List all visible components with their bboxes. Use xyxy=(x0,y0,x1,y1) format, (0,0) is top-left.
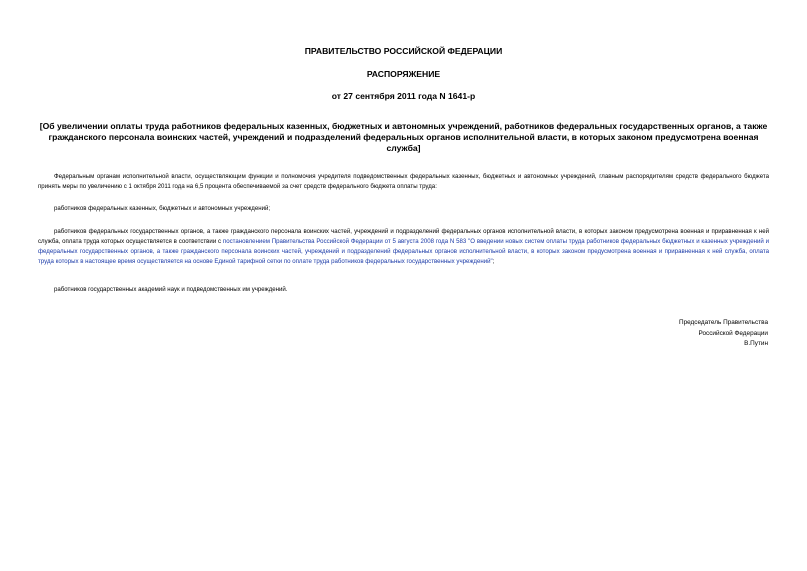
signature-position-line2: Российской Федерации xyxy=(698,329,768,337)
list-item-1: работников федеральных казенных, бюджетных и автономных учреждений; xyxy=(54,205,271,212)
list-item-2-text: работников федеральных государственных органов, а также гражданского персонала воинских частей, учреждений и подразделений федеральных органов исполнительной власти, в которых законом предусмотрена военная и приравненная к ней служба, оплата труда которых осуществляется в соответствии с xyxy=(38,228,769,245)
signature-position-line1: Председатель Правительства xyxy=(679,319,768,326)
document-title: [Об увеличении оплаты труда работников федеральных казенных, бюджетных и автономных учреждений, работников федеральных государственных органов, а также гражданского персонала воинских частей, учреждений и подразделений федеральных органов исполнительной власти, в которых законом предусмотрена военная служба] xyxy=(39,121,768,153)
signature-block xyxy=(679,318,768,350)
resolution-link[interactable]: постановлением Правительства Российской Федерации от 5 августа 2008 года N 583 "О введении новых систем оплаты труда работников федеральных бюджетных и казенных учреждений и федеральных государственных органов, а также гражданского персонала воинских частей, учреждений и подразделений федеральных органов исполнительной власти, в которых законом предусмотрена военная и приравненная к ней служба, оплата труда которых в настоящее время осуществляется на основе Единой тарифной сетки по оплате труда работников федеральных государственных учреждений" xyxy=(38,238,769,265)
signature-name: В.Путин xyxy=(744,340,768,347)
list-item-2 xyxy=(38,227,769,267)
document-date-number: от 27 сентября 2011 года N 1641-р xyxy=(331,91,476,101)
document-type-heading: РАСПОРЯЖЕНИЕ xyxy=(366,69,441,79)
list-item-2-tail: ; xyxy=(492,258,495,265)
list-item-3: работников государственных академий наук и подведомственных им учреждений. xyxy=(54,286,288,293)
intro-paragraph: Федеральным органам исполнительной власти, осуществляющим функции и полномочия учредителя подведомственных федеральных казенных, бюджетных и автономных учреждений, главным распорядителям средств федерального бюджета принять меры по увеличению с 1 октября 2011 года на 6,5 процента обеспечиваемой за счет средств федерального бюджета оплаты труда: xyxy=(38,173,769,190)
government-heading: ПРАВИТЕЛЬСТВО РОССИЙСКОЙ ФЕДЕРАЦИИ xyxy=(304,46,503,56)
